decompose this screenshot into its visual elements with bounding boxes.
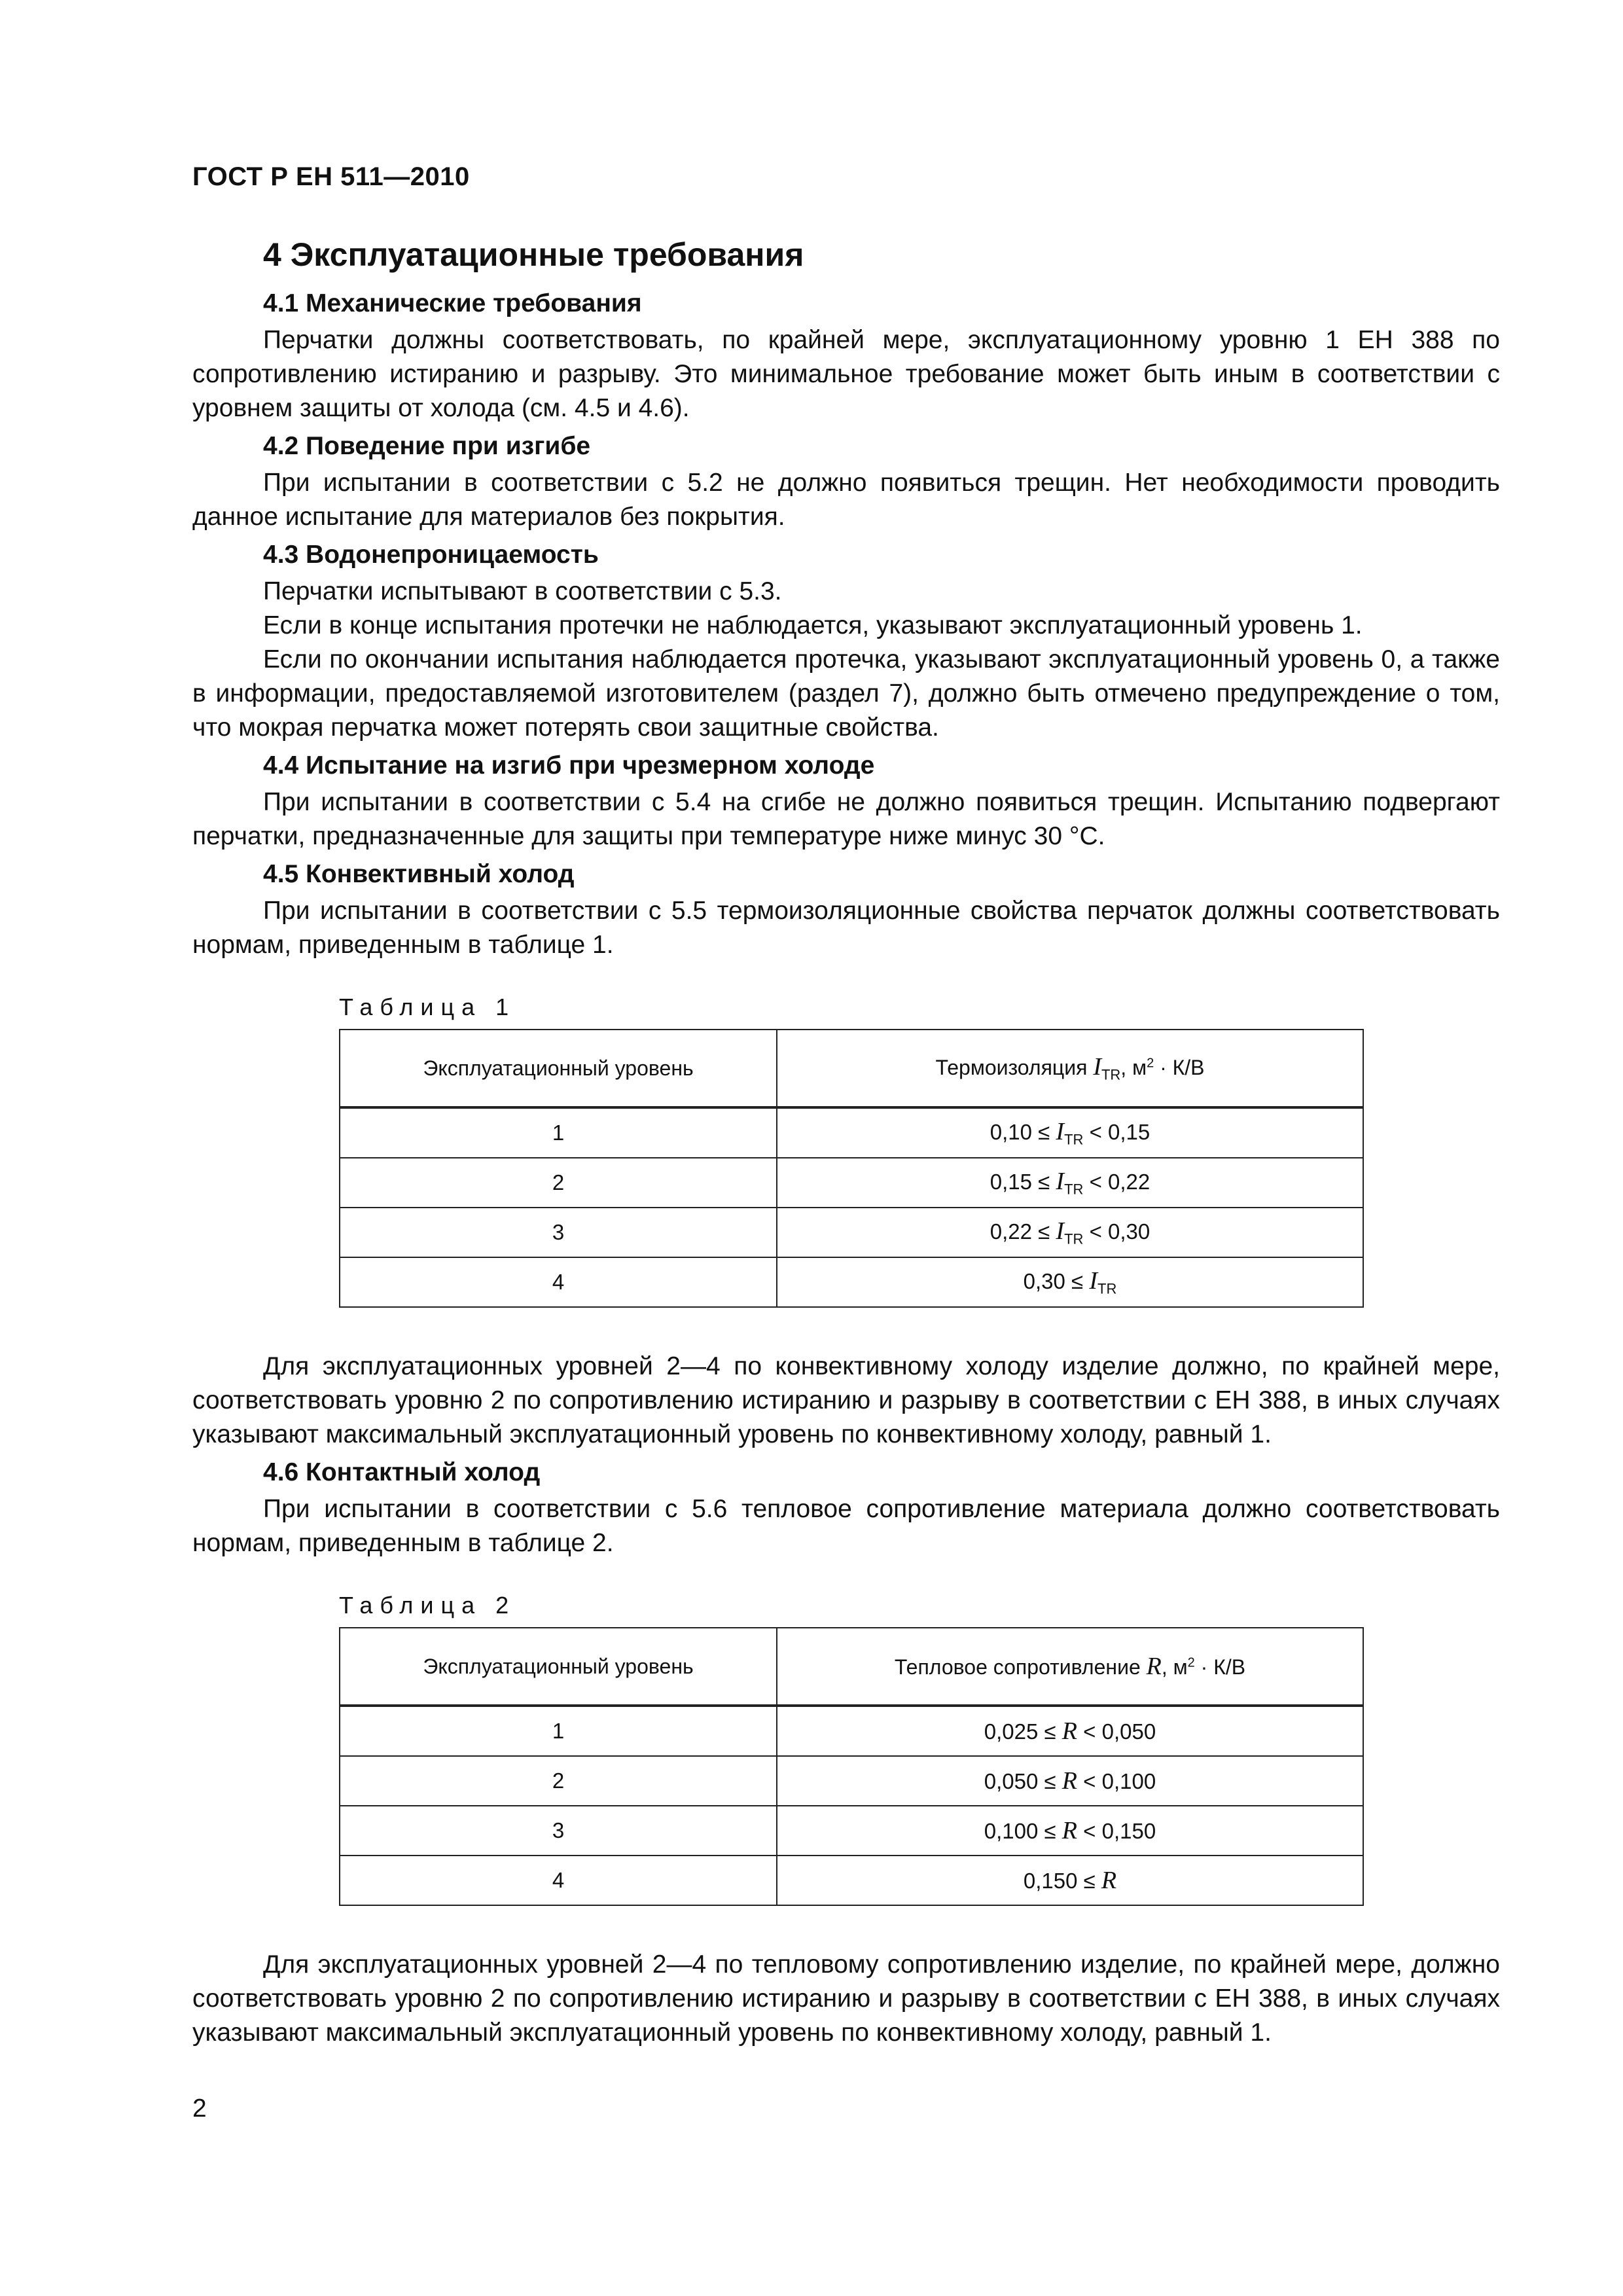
level-cell: 4 [340,1856,777,1905]
table-row [340,1257,1363,1307]
table-row [340,1208,1363,1257]
subsection-title-4-1: 4.1 Механические требования [263,289,642,317]
subsection-title-4-5: 4.5 Конвективный холод [263,860,575,888]
value-cell: $0,30 \le I_{TR}$ [777,1257,1363,1307]
section-title: 4 Эксплуатационные требования [263,236,804,273]
level-cell: 1 [340,1107,777,1158]
level-cell: 3 [340,1208,777,1257]
table-row [340,1806,1363,1856]
page-content [192,236,1500,2050]
subsection-title-4-2: 4.2 Поведение при изгибе [263,432,591,460]
table-row [340,1856,1363,1905]
subsection-title-4-4: 4.4 Испытание на изгиб при чрезмерном холоде [263,751,875,780]
table-row [340,1158,1363,1208]
table-header-row [340,1030,1363,1107]
table-2-caption: Таблица 2 [339,1592,516,1619]
page-number: 2 [192,2094,207,2123]
table-row [340,1756,1363,1806]
value-cell: $0,10 \le I_{TR} < 0,15$ [777,1107,1363,1158]
subsection-title-4-6: 4.6 Контактный холод [263,1458,541,1486]
table-header-cell: Эксплуатационный уровень [340,1628,777,1706]
paragraph: При испытании в соответствии с 5.6 тепловое сопротивление материала должно соответствовать нормам, приведенным в таблице 2. [192,1495,1500,1557]
value-cell: 0,150 ≤ R [777,1856,1363,1905]
table-header-cell: Тепловое сопротивление R, $м^2 \cdot К/В$ [777,1628,1363,1706]
paragraph: При испытании в соответствии с 5.4 на сгибе не должно появиться трещин. Испытанию подвергают перчатки, предназначенные для защиты при температуре ниже минус 30 °С. [192,788,1500,850]
level-cell: 1 [340,1706,777,1756]
value-cell: 0,050 ≤ R < 0,100 [777,1756,1363,1806]
value-cell: 0,100 ≤ R < 0,150 [777,1806,1363,1856]
level-cell: 4 [340,1257,777,1307]
level-cell: 2 [340,1756,777,1806]
paragraph: При испытании в соответствии с 5.2 не должно появиться трещин. Нет необходимости проводить данное испытание для материалов без покрытия. [192,469,1500,531]
table-header-cell: Термоизоляция $I_{TR}$, $м^2 \cdot К/В$ [777,1030,1363,1107]
paragraph: Если в конце испытания протечки не наблюдается, указывают эксплуатационный уровень 1. [263,611,1363,639]
table-row [340,1706,1363,1756]
table-1-caption: Таблица 1 [339,994,516,1020]
level-cell: 3 [340,1806,777,1856]
paragraph: Перчатки испытывают в соответствии с 5.3. [263,577,782,605]
value-cell: $0,15 \le I_{TR} < 0,22$ [777,1158,1363,1208]
paragraph: Для эксплуатационных уровней 2—4 по конвективному холоду изделие должно, по крайней мере, соответствовать уровню 2 по сопротивлению истиранию и разрыву в соответствии с ЕН 388, в иных случаях указывают максимальный эксплуатационный уровень по конвективному холоду, равный 1. [192,1352,1500,1448]
value-cell: $0,22 \le I_{TR} < 0,30$ [777,1208,1363,1257]
table-2 [339,1627,1364,1906]
paragraph: При испытании в соответствии с 5.5 термоизоляционные свойства перчаток должны соответствовать нормам, приведенным в таблице 1. [192,897,1500,959]
subsection-title-4-3: 4.3 Водонепроницаемость [263,541,599,569]
table-header-cell: Эксплуатационный уровень [340,1030,777,1107]
table-1 [339,1029,1364,1308]
level-cell: 2 [340,1158,777,1208]
table-header-row [340,1628,1363,1706]
document-header: ГОСТ Р ЕН 511—2010 [192,162,470,191]
paragraph: Для эксплуатационных уровней 2—4 по тепловому сопротивлению изделие, по крайней мере, должно соответствовать уровню 2 по сопротивлению истиранию и разрыву в соответствии с ЕН 388, в иных случаях указывают максимальный эксплуатационный уровень по конвективному холоду, равный 1. [192,1950,1500,2047]
value-cell: 0,025 ≤ R < 0,050 [777,1706,1363,1756]
table-row [340,1107,1363,1158]
paragraph: Если по окончании испытания наблюдается протечка, указывают эксплуатационный уровень 0, а также в информации, предоставляемой изготовителем (раздел 7), должно быть отмечено предупреждение о том, что мокрая перчатка может потерять свои защитные свойства. [192,645,1500,742]
paragraph: Перчатки должны соответствовать, по крайней мере, эксплуатационному уровню 1 ЕН 388 по сопротивлению истиранию и разрыву. Это минимальное требование может быть иным в соответствии с уровнем защиты от холода (см. 4.5 и 4.6). [192,326,1500,422]
